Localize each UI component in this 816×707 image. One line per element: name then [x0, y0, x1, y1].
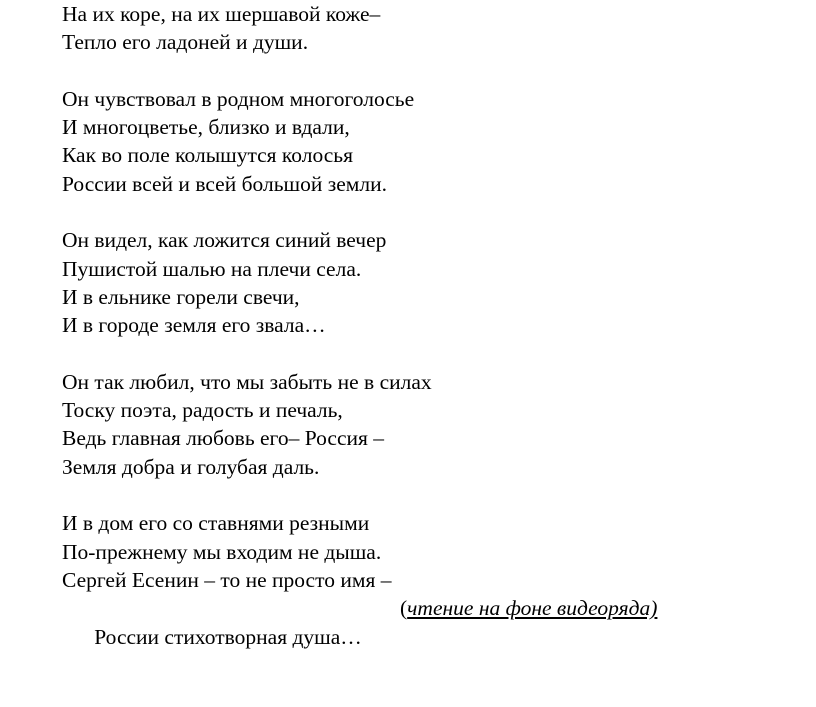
poem-line: Он так любил, что мы забыть не в силах	[62, 369, 432, 394]
poem-line: И в городе земля его звала…	[62, 313, 326, 338]
poem-line: Пушистой шалью на плечи села.	[62, 256, 362, 281]
poem-line: Тепло его ладоней и души.	[62, 30, 309, 55]
stanza-gap	[62, 198, 802, 226]
stanza-1	[62, 0, 802, 57]
reading-note	[400, 594, 657, 622]
poem-line: На их коре, на их шершавой коже–	[62, 2, 381, 26]
poem-line: И в ельнике горели свечи,	[62, 284, 300, 309]
poem-line: И в дом его со ставнями резными	[62, 511, 370, 536]
poem-line: Ведь главная любовь его– Россия –	[62, 426, 385, 451]
poem-line: Он видел, как ложится синий вечер	[62, 228, 387, 253]
stanza-3	[62, 226, 802, 339]
poem-line: Он чувствовал в родном многоголосье	[62, 86, 415, 111]
poem-line: Как во поле колышутся колосья	[62, 143, 354, 168]
poem-line: Земля добра и голубая даль.	[62, 454, 320, 479]
poem-page	[62, 0, 802, 649]
poem-line: Тоску поэта, радость и печаль,	[62, 398, 343, 423]
poem-line: По-прежнему мы входим не дыша.	[62, 539, 382, 564]
poem-line-text: России стихотворная душа…	[94, 624, 362, 649]
stanza-gap	[62, 481, 802, 509]
stanza-4	[62, 368, 802, 481]
stanza-gap	[62, 57, 802, 85]
note-open-paren: (	[400, 596, 408, 621]
stanza-gap	[62, 340, 802, 368]
poem-line: И многоцветье, близко и вдали,	[62, 115, 350, 140]
stanza-2	[62, 85, 802, 198]
stanza-5	[62, 509, 802, 649]
poem-line: Сергей Есенин – то не просто имя –	[62, 567, 392, 592]
poem-line: России всей и всей большой земли.	[62, 171, 387, 196]
poem-line-with-note	[62, 594, 802, 649]
note-text: чтение на фоне видеоряда)	[407, 596, 658, 621]
